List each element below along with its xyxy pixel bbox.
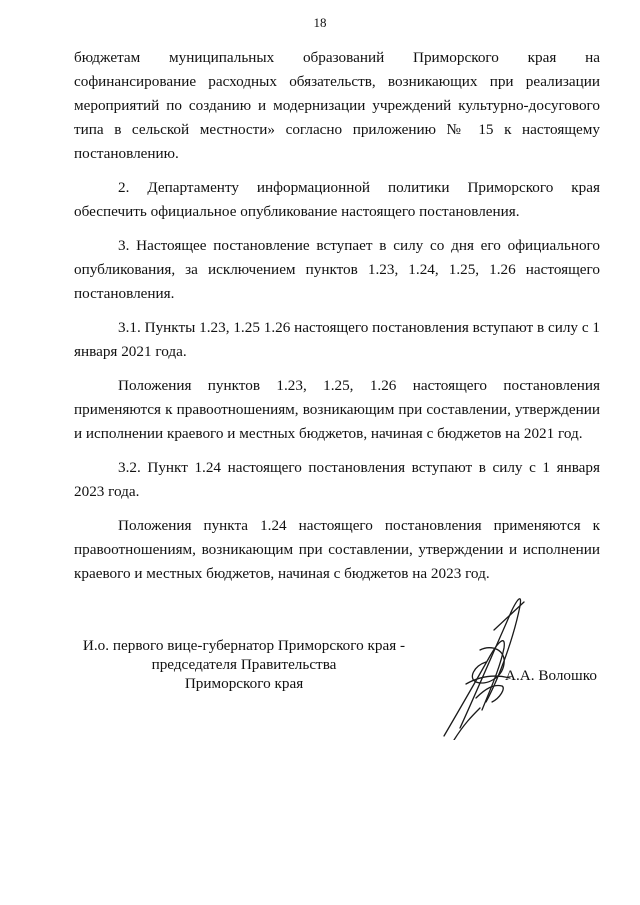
handwritten-signature bbox=[420, 590, 550, 740]
paragraph-3-1: 3.1. Пункты 1.23, 1.25 1.26 настоящего постановления вступают в силу с 1 января 2021 года. bbox=[74, 319, 600, 360]
page-number: 18 bbox=[313, 15, 327, 30]
paragraph-3-1-provisions: Положения пунктов 1.23, 1.25, 1.26 настоящего постановления применяются к правоотношениям, возникающим при составлении, утверждении и исполнении краевого и местных бюджетов, начиная с бюджетов на 2021 год. bbox=[74, 377, 600, 442]
position-line-3: Приморского края bbox=[184, 675, 304, 692]
signatory-name: А.А. Волошко bbox=[505, 667, 597, 684]
signatory-position bbox=[74, 636, 414, 693]
document-body bbox=[74, 46, 600, 596]
position-line-1: И.о. первого вице-губернатор Приморского края - bbox=[82, 637, 406, 654]
position-line-2: председателя Правительства bbox=[151, 656, 337, 673]
paragraph-1: бюджетам муниципальных образований Приморского края на софинансирование расходных обязательств, возникающих при реализации мероприятий по созданию и модернизации учреждений культурно-досугового типа в сельской местности» согласно приложению № 15 к настоящему постановлению. bbox=[74, 49, 600, 162]
paragraph-3-2: 3.2. Пункт 1.24 настоящего постановления вступают в силу с 1 января 2023 года. bbox=[74, 459, 600, 500]
paragraph-3-2-provisions: Положения пункта 1.24 настоящего постановления применяются к правоотношениям, возникающим при составлении, утверждении и исполнении краевого и местных бюджетов, начиная с бюджетов на 2023 год. bbox=[74, 517, 600, 582]
paragraph-3: 3. Настоящее постановление вступает в силу со дня его официального опубликования, за исключением пунктов 1.23, 1.24, 1.25, 1.26 настоящего постановления. bbox=[74, 237, 600, 302]
paragraph-2: 2. Департаменту информационной политики Приморского края обеспечить официальное опубликование настоящего постановления. bbox=[74, 179, 600, 220]
